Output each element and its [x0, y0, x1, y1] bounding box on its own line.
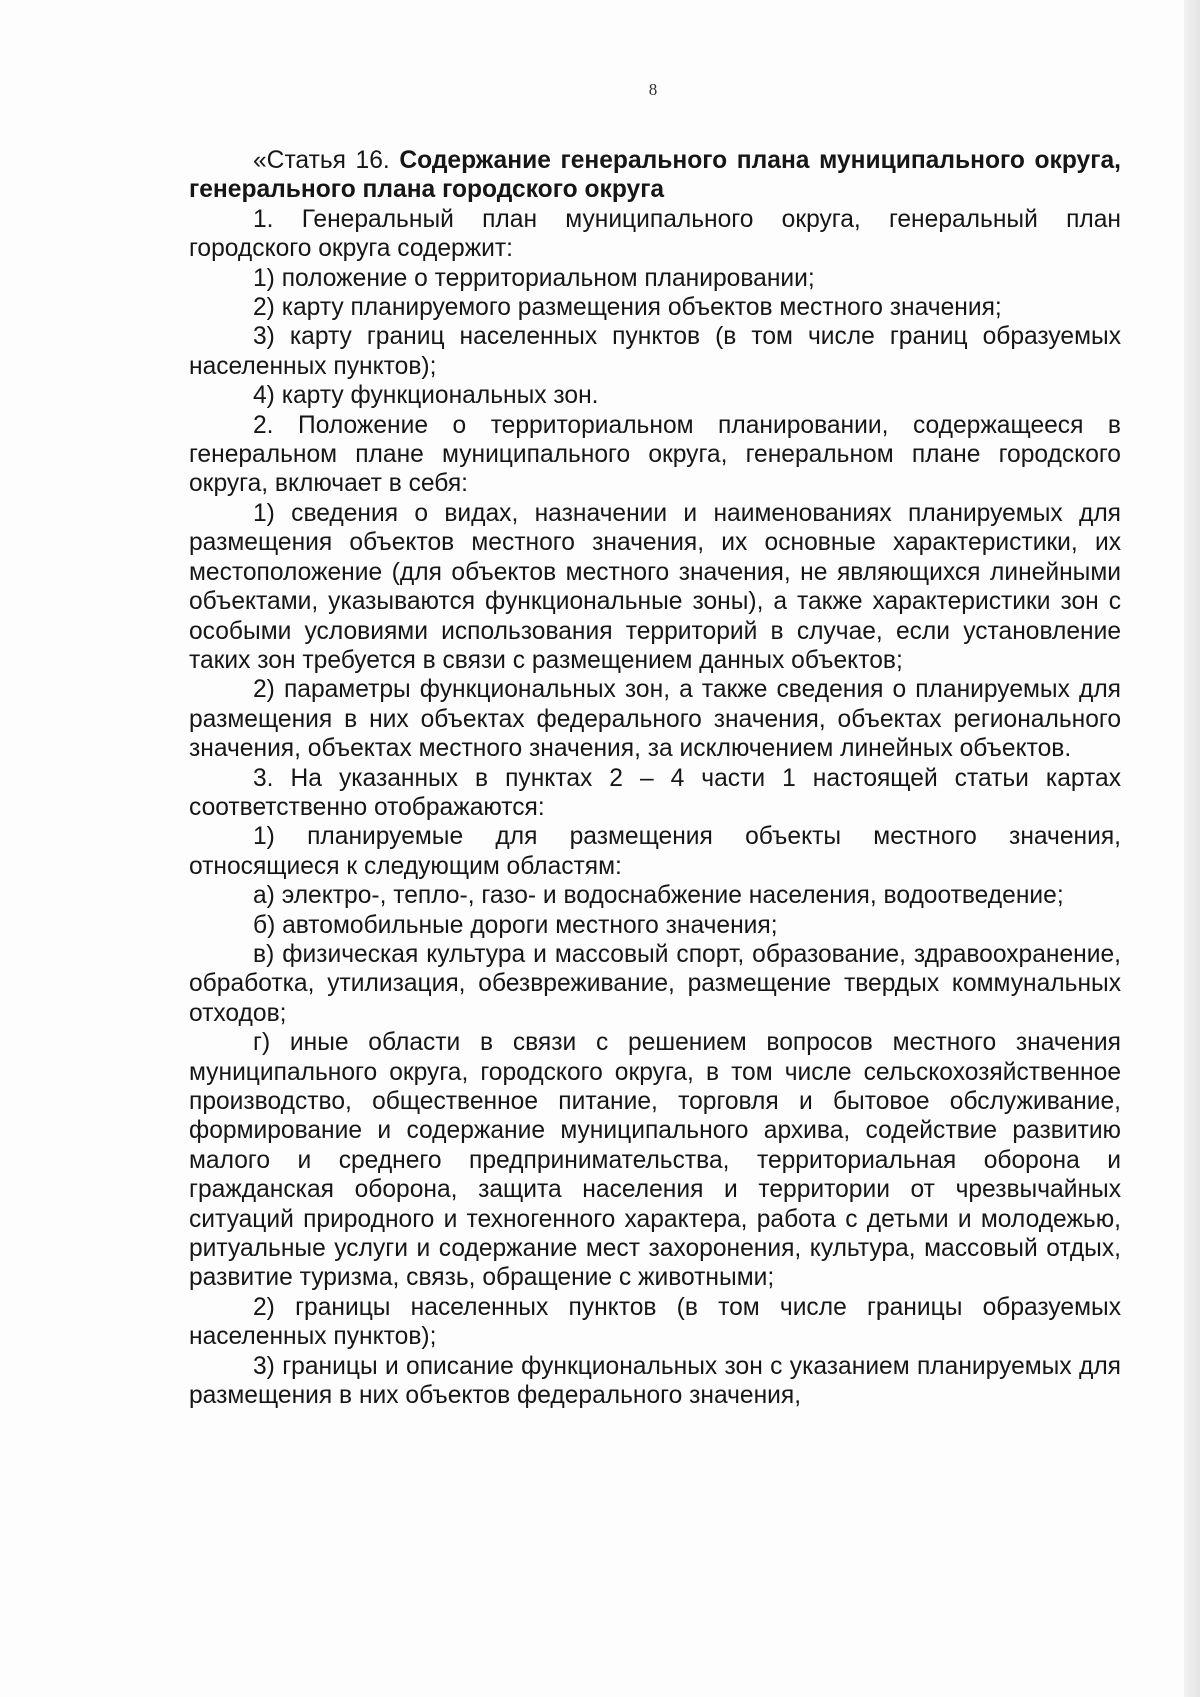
paragraph: 1) сведения о видах, назначении и наименованиях планируемых для размещения объектов местного значения, их основные характеристики, их местоположение (для объектов местного значения, не являющихся линейными объектами, указываются функциональные зоны), а также характеристики зон с особыми условиями использования территорий в случае, если установление таких зон требуется в связи с размещением данных объектов; [189, 499, 1121, 674]
paragraph: 2. Положение о территориальном планировании, содержащееся в генеральном плане муниципального округа, генеральном плане городского округа, включает в себя: [189, 411, 1121, 498]
article-heading [189, 146, 1121, 205]
article-prefix: «Статья 16. [253, 147, 400, 174]
paragraph: 3) карту границ населенных пунктов (в том числе границ образуемых населенных пунктов); [189, 323, 1121, 380]
paragraph: а) электро-, тепло-, газо- и водоснабжение населения, водоотведение; [253, 882, 1064, 910]
page-number: 8 [648, 80, 658, 99]
paragraph: 4) карту функциональных зон. [253, 382, 599, 410]
paragraph: 3. На указанных в пунктах 2 – 4 части 1 настоящей статьи картах соответственно отображаются: [189, 764, 1121, 821]
paragraph: 2) параметры функциональных зон, а также сведения о планируемых для размещения в них объектах федерального значения, объектах регионального значения, объектах местного значения, за исключением линейных объектов. [189, 676, 1121, 763]
article-title: Содержание генерального плана муниципального округа, генерального плана городского округа [189, 147, 1121, 204]
paragraph: б) автомобильные дороги местного значения; [253, 911, 778, 939]
paragraph: 2) границы населенных пунктов (в том числе границы образуемых населенных пунктов); [189, 1293, 1121, 1351]
paragraph: 1) планируемые для размещения объекты местного значения, относящиеся к следующим областям: [189, 823, 1121, 880]
paragraph: 2) карту планируемого размещения объектов местного значения; [253, 294, 1002, 322]
paragraph: в) физическая культура и массовый спорт, образование, здравоохранение, обработка, утилизация, обезвреживание, размещение твердых коммунальных отходов; [189, 940, 1121, 1027]
paragraph: 3) границы и описание функциональных зон с указанием планируемых для размещения в них объектов федерального значения, [189, 1352, 1121, 1410]
document-body [189, 146, 1121, 1410]
paragraph: 1. Генеральный план муниципального округа, генеральный план городского округа содержит: [189, 205, 1121, 263]
page-edge-shadow [1184, 0, 1200, 1697]
paragraph: г) иные области в связи с решением вопросов местного значения муниципального округа, городского округа, в том числе сельскохозяйственное производство, общественное питание, торговля и бытовое обслуживание, формирование и содержание муниципального архива, содействие развитию малого и среднего предпринимательства, территориальная оборона и гражданская оборона, защита населения и территории от чрезвычайных ситуаций природного и техногенного характера, работа с детьми и молодежью, ритуальные услуги и содержание мест захоронения, культура, массовый отдых, развитие туризма, связь, обращение с животными; [189, 1029, 1121, 1292]
paragraph: 1) положение о территориальном планировании; [253, 264, 815, 292]
